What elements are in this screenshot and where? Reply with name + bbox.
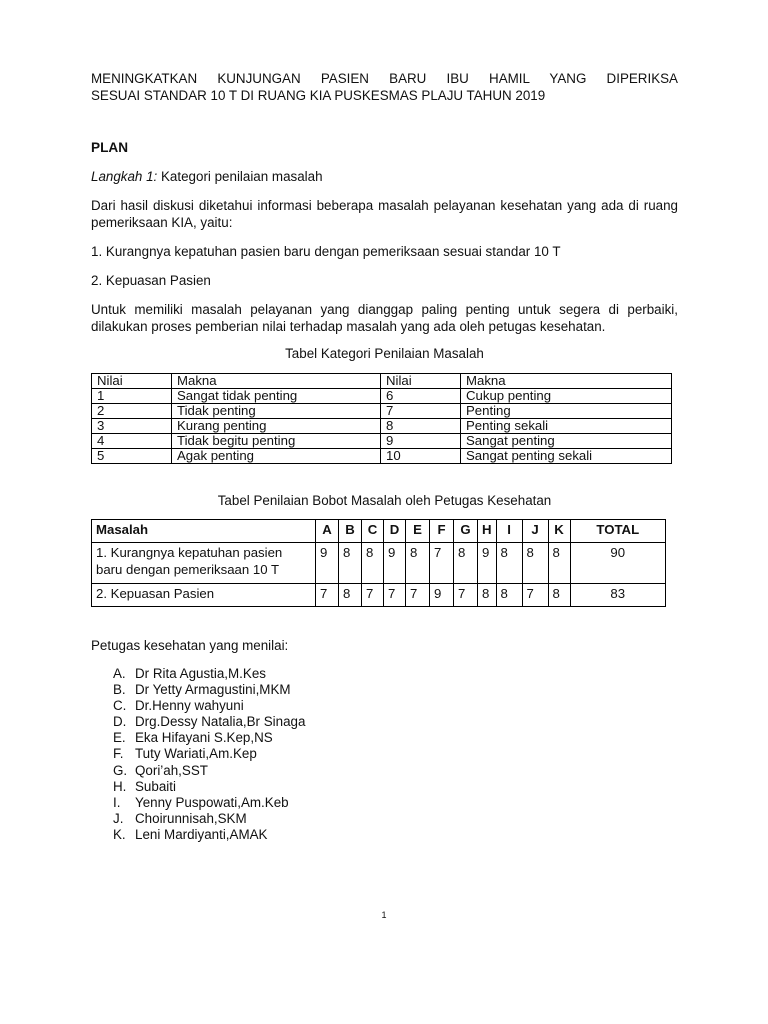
kategori-cell: Sangat penting <box>461 434 672 449</box>
kategori-cell: 7 <box>381 404 461 419</box>
bobot-header-cell: TOTAL <box>570 520 665 543</box>
kategori-header-row <box>92 374 672 389</box>
bobot-table-caption: Tabel Penilaian Bobot Masalah oleh Petugas Kesehatan <box>217 493 552 508</box>
petugas-name: Choirunnisah,SKM <box>135 810 247 826</box>
kategori-table-caption: Tabel Kategori Penilaian Masalah <box>285 346 484 361</box>
petugas-item <box>91 763 678 779</box>
bobot-score-cell: 9 <box>430 584 454 607</box>
kategori-cell: Sangat penting sekali <box>461 449 672 464</box>
bobot-score-cell: 7 <box>362 584 384 607</box>
petugas-letter: E. <box>113 730 126 746</box>
petugas-item <box>91 779 678 795</box>
kategori-cell: 10 <box>381 449 461 464</box>
kategori-row <box>92 419 672 434</box>
bobot-score-cell: 8 <box>454 543 478 584</box>
bobot-header-cell: C <box>362 520 384 543</box>
petugas-letter: C. <box>113 698 127 714</box>
bobot-header-cell: D <box>384 520 406 543</box>
kategori-cell: 1 <box>92 389 172 404</box>
petugas-name: Eka Hifayani S.Kep,NS <box>135 730 273 746</box>
problem-item: 2. Kepuasan Pasien <box>91 273 211 288</box>
document-page <box>91 70 678 843</box>
bobot-score-cell: 8 <box>496 584 522 607</box>
kategori-cell: Tidak begitu penting <box>172 434 381 449</box>
kategori-header-cell: Nilai <box>381 374 461 389</box>
petugas-item <box>91 666 678 682</box>
petugas-item <box>91 795 678 811</box>
petugas-name: Drg.Dessy Natalia,Br Sinaga <box>135 714 306 730</box>
petugas-name: Subaiti <box>135 778 176 794</box>
bobot-score-cell: 9 <box>384 543 406 584</box>
bobot-header-cell: E <box>406 520 430 543</box>
kategori-row <box>92 404 672 419</box>
title-line-1: MENINGKATKAN KUNJUNGAN PASIEN BARU IBU HAMIL YANG DIPERIKSA <box>91 71 678 86</box>
bobot-header-cell: B <box>339 520 362 543</box>
bobot-row <box>92 584 666 607</box>
kategori-row <box>92 434 672 449</box>
bobot-score-cell: 8 <box>362 543 384 584</box>
bobot-header-cell: H <box>478 520 497 543</box>
petugas-letter: H. <box>113 778 127 794</box>
rating-intro-paragraph: Untuk memiliki masalah pelayanan yang dianggap paling penting untuk segera di perbaiki, dilakukan proses pemberian nilai terhadap masalah yang ada oleh petugas kesehatan. <box>91 302 678 334</box>
bobot-score-cell: 7 <box>406 584 430 607</box>
kategori-row <box>92 449 672 464</box>
document-title <box>91 70 678 104</box>
kategori-cell: Penting sekali <box>461 419 672 434</box>
petugas-name: Dr Rita Agustia,M.Kes <box>135 666 266 681</box>
kategori-header-cell: Makna <box>461 374 672 389</box>
kategori-cell: Agak penting <box>172 449 381 464</box>
bobot-header-cell: I <box>496 520 522 543</box>
kategori-row <box>92 389 672 404</box>
bobot-score-cell: 8 <box>548 584 570 607</box>
bobot-header-cell: K <box>548 520 570 543</box>
petugas-letter: F. <box>113 746 124 762</box>
kategori-cell: Kurang penting <box>172 419 381 434</box>
bobot-score-cell: 8 <box>406 543 430 584</box>
kategori-header-cell: Nilai <box>92 374 172 389</box>
bobot-header-cell: Masalah <box>92 520 316 543</box>
petugas-list <box>91 666 678 843</box>
petugas-letter: J. <box>113 810 124 826</box>
petugas-item <box>91 811 678 827</box>
bobot-score-cell: 8 <box>496 543 522 584</box>
petugas-item <box>91 682 678 698</box>
petugas-item <box>91 714 678 730</box>
petugas-item <box>91 698 678 714</box>
bobot-total-cell: 90 <box>570 543 665 584</box>
bobot-score-cell: 9 <box>478 543 497 584</box>
petugas-name: Leni Mardiyanti,AMAK <box>135 826 268 842</box>
bobot-header-cell: G <box>454 520 478 543</box>
kategori-table <box>91 373 672 464</box>
bobot-score-cell: 7 <box>522 584 548 607</box>
step-line <box>91 168 678 185</box>
kategori-header-cell: Makna <box>172 374 381 389</box>
step-text: Kategori penilaian masalah <box>157 169 323 184</box>
bobot-header-cell: J <box>522 520 548 543</box>
petugas-name: Yenny Puspowati,Am.Keb <box>135 794 289 810</box>
bobot-header-row <box>92 520 666 543</box>
bobot-table <box>91 519 666 607</box>
petugas-name: Dr Yetty Armagustini,MKM <box>135 682 291 698</box>
bobot-score-cell: 7 <box>316 584 339 607</box>
bobot-header-cell: F <box>430 520 454 543</box>
bobot-score-cell: 8 <box>522 543 548 584</box>
petugas-item <box>91 730 678 746</box>
petugas-name: Qori’ah,SST <box>135 762 208 778</box>
bobot-score-cell: 8 <box>339 543 362 584</box>
problem-item: 1. Kurangnya kepatuhan pasien baru dengan pemeriksaan sesuai standar 10 T <box>91 244 561 259</box>
petugas-name: Dr.Henny wahyuni <box>135 698 244 714</box>
petugas-title: Petugas kesehatan yang menilai: <box>91 638 289 653</box>
bobot-total-cell: 83 <box>570 584 665 607</box>
kategori-cell: 3 <box>92 419 172 434</box>
title-line-2: SESUAI STANDAR 10 T DI RUANG KIA PUSKESMAS PLAJU TAHUN 2019 <box>91 88 546 103</box>
bobot-score-cell: 8 <box>548 543 570 584</box>
bobot-row <box>92 543 666 584</box>
plan-heading: PLAN <box>91 140 129 155</box>
kategori-cell: 2 <box>92 404 172 419</box>
petugas-letter: B. <box>113 682 126 698</box>
bobot-score-cell: 7 <box>384 584 406 607</box>
kategori-cell: 6 <box>381 389 461 404</box>
intro-paragraph: Dari hasil diskusi diketahui informasi beberapa masalah pelayanan kesehatan yang ada di ruang pemeriksaan KIA, yaitu: <box>91 198 678 230</box>
bobot-score-cell: 7 <box>430 543 454 584</box>
petugas-letter: K. <box>113 826 126 842</box>
page-number: 1 <box>381 910 387 920</box>
bobot-score-cell: 8 <box>478 584 497 607</box>
kategori-cell: Sangat tidak penting <box>172 389 381 404</box>
kategori-cell: 4 <box>92 434 172 449</box>
bobot-score-cell: 9 <box>316 543 339 584</box>
petugas-letter: G. <box>113 762 128 778</box>
bobot-score-cell: 8 <box>339 584 362 607</box>
petugas-letter: A. <box>113 666 126 681</box>
petugas-letter: D. <box>113 714 127 730</box>
kategori-cell: 9 <box>381 434 461 449</box>
kategori-cell: 5 <box>92 449 172 464</box>
bobot-problem-cell: 2. Kepuasan Pasien <box>92 584 316 607</box>
kategori-cell: Tidak penting <box>172 404 381 419</box>
bobot-problem-cell: 1. Kurangnya kepatuhan pasien baru dengan pemeriksaan 10 T <box>92 543 316 584</box>
bobot-header-cell: A <box>316 520 339 543</box>
bobot-score-cell: 7 <box>454 584 478 607</box>
step-label: Langkah 1: <box>91 169 158 184</box>
kategori-cell: Penting <box>461 404 672 419</box>
petugas-name: Tuty Wariati,Am.Kep <box>135 746 257 762</box>
kategori-cell: 8 <box>381 419 461 434</box>
kategori-cell: Cukup penting <box>461 389 672 404</box>
petugas-letter: I. <box>113 794 121 810</box>
petugas-item <box>91 827 678 843</box>
petugas-item <box>91 746 678 762</box>
